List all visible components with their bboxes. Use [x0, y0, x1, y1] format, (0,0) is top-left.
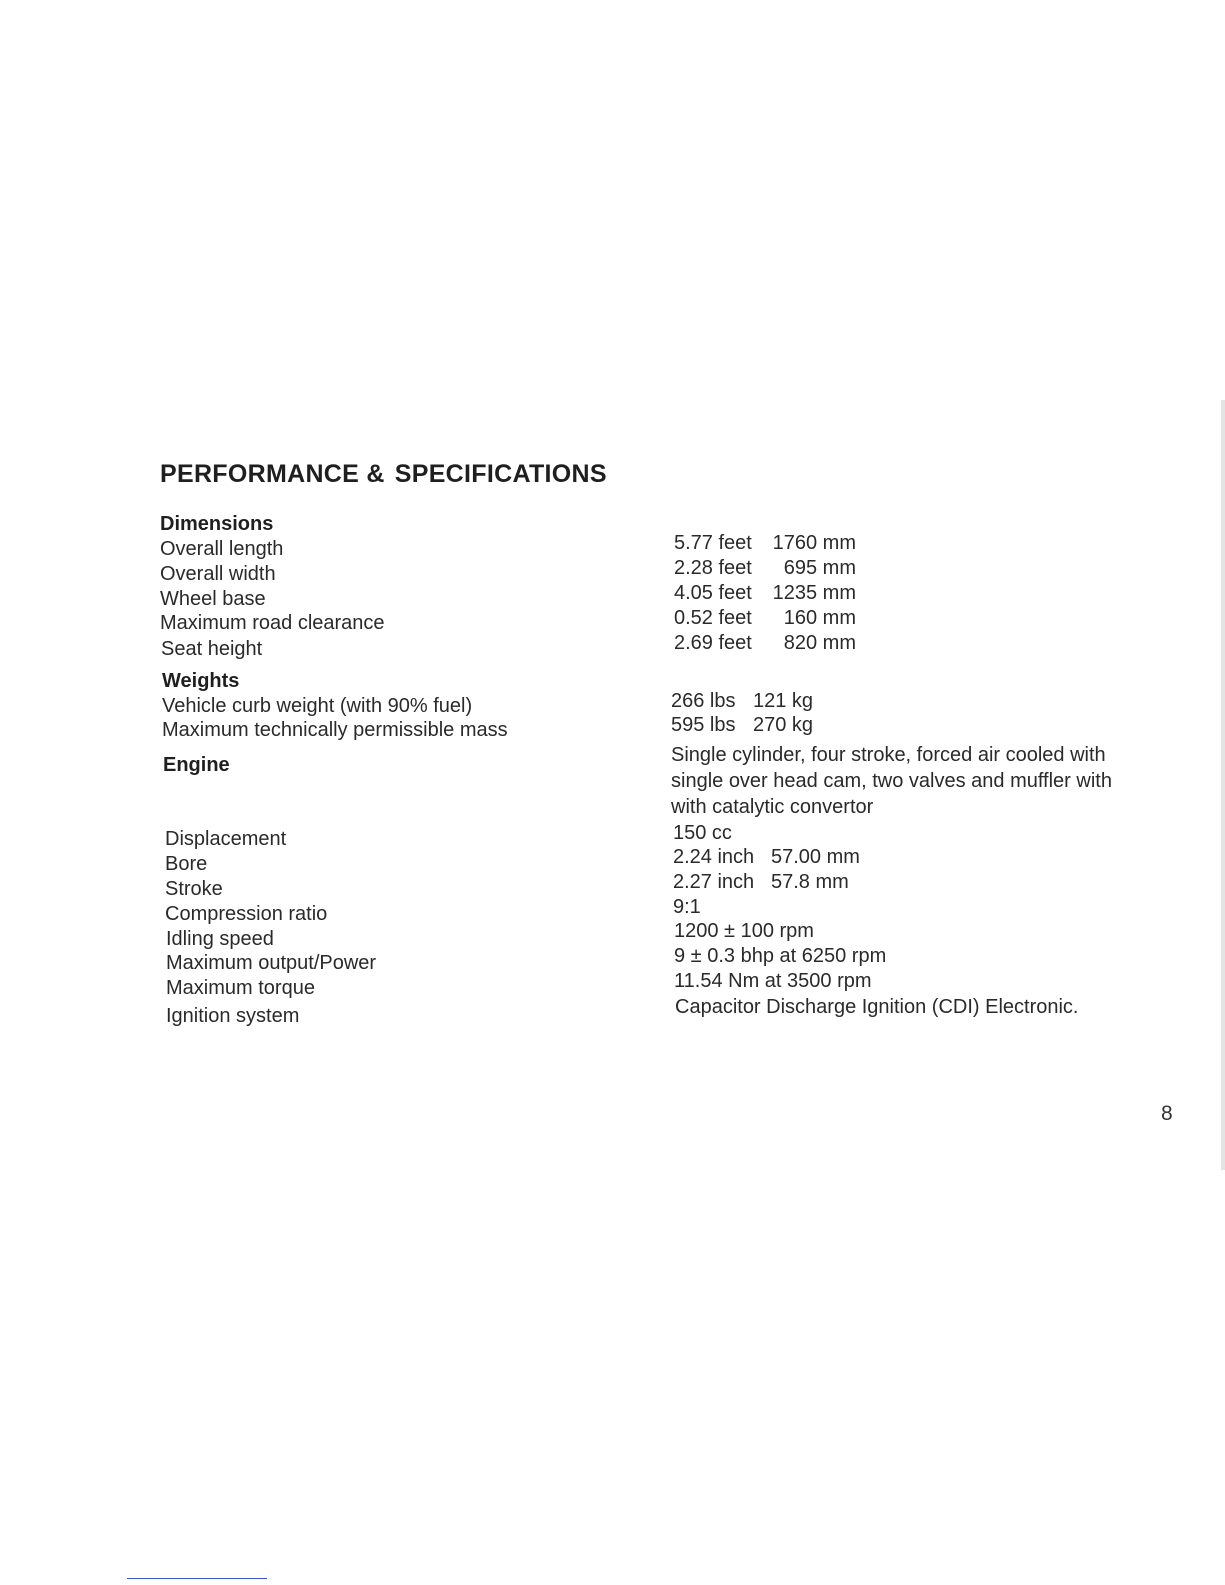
- overall-width-metric: 695 mm: [783, 557, 856, 579]
- value-max-torque: 11.54 Nm at 3500 rpm: [674, 970, 872, 992]
- bore-metric: 57.00 mm: [771, 846, 860, 868]
- max-mass-metric: 270 kg: [753, 714, 814, 736]
- label-compression-ratio: Compression ratio: [165, 903, 328, 925]
- value-ignition-system: Capacitor Discharge Ignition (CDI) Electronic.: [675, 996, 1079, 1018]
- page-title-part1: PERFORMANCE &: [160, 460, 385, 488]
- label-max-output: Maximum output/Power: [166, 952, 377, 974]
- engine-description: Single cylinder, four stroke, forced air cooled with single over head cam, two valves and muffler with with catalytic convertor: [671, 744, 1112, 818]
- value-stroke: [673, 871, 849, 894]
- label-bore: Bore: [165, 853, 208, 875]
- curb-weight-metric: 121 kg: [753, 690, 814, 712]
- page-title-part2: SPECIFICATIONS: [394, 460, 607, 488]
- label-max-mass: Maximum technically permissible mass: [162, 719, 508, 741]
- road-clearance-metric: 160 mm: [783, 607, 856, 629]
- value-displacement: 150 cc: [673, 822, 732, 844]
- overall-length-metric: 1760 mm: [772, 532, 856, 554]
- road-clearance-imperial: 0.52 feet: [674, 607, 752, 629]
- label-wheel-base: Wheel base: [160, 588, 266, 610]
- value-wheel-base: [674, 582, 856, 605]
- page-number: 8: [1161, 1102, 1173, 1125]
- engine-heading: Engine: [163, 754, 230, 776]
- value-curb-weight: [671, 690, 813, 713]
- value-bore: [673, 846, 860, 869]
- value-compression-ratio: 9:1: [673, 896, 701, 918]
- value-idling-speed: 1200 ± 100 rpm: [674, 920, 814, 942]
- label-stroke: Stroke: [165, 878, 223, 900]
- label-overall-width: Overall width: [160, 563, 276, 585]
- weights-heading: Weights: [162, 670, 240, 692]
- stroke-imperial: 2.27 inch: [673, 871, 755, 893]
- dimensions-heading: Dimensions: [160, 513, 274, 535]
- label-idling-speed: Idling speed: [166, 928, 274, 950]
- wheel-base-imperial: 4.05 feet: [674, 582, 752, 604]
- value-seat-height: [674, 632, 856, 655]
- curb-weight-imperial: 266 lbs: [671, 690, 736, 712]
- label-max-torque: Maximum torque: [166, 977, 315, 999]
- seat-height-imperial: 2.69 feet: [674, 632, 752, 654]
- seat-height-metric: 820 mm: [783, 632, 856, 654]
- value-max-output: 9 ± 0.3 bhp at 6250 rpm: [674, 945, 887, 967]
- value-max-mass: [671, 714, 813, 737]
- max-mass-imperial: 595 lbs: [671, 714, 736, 736]
- bottom-link-underline: [127, 1578, 267, 1579]
- overall-length-imperial: 5.77 feet: [674, 532, 752, 554]
- value-overall-length: [674, 532, 856, 555]
- label-seat-height: Seat height: [161, 638, 263, 660]
- overall-width-imperial: 2.28 feet: [674, 557, 752, 579]
- label-curb-weight: Vehicle curb weight (with 90% fuel): [162, 695, 473, 717]
- label-road-clearance: Maximum road clearance: [160, 612, 385, 634]
- label-displacement: Displacement: [165, 828, 287, 850]
- page-edge-shadow: [1221, 400, 1225, 1170]
- label-overall-length: Overall length: [160, 538, 284, 560]
- page-title: [160, 460, 607, 489]
- value-road-clearance: [674, 607, 856, 630]
- bore-imperial: 2.24 inch: [673, 846, 755, 868]
- value-overall-width: [674, 557, 856, 580]
- wheel-base-metric: 1235 mm: [772, 582, 856, 604]
- stroke-metric: 57.8 mm: [771, 871, 849, 893]
- label-ignition-system: Ignition system: [166, 1005, 300, 1027]
